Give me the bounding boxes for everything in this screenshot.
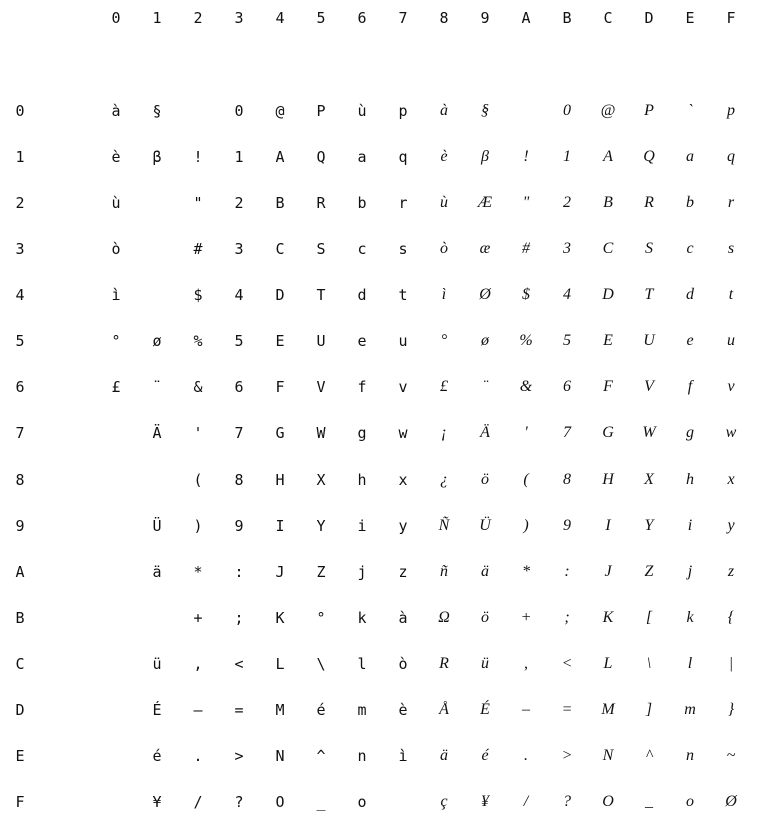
glyph-cell: E bbox=[603, 332, 613, 350]
glyph-cell: Å bbox=[439, 700, 449, 718]
glyph-cell: ò bbox=[398, 654, 408, 673]
glyph-cell: " bbox=[522, 194, 530, 212]
glyph-cell: : bbox=[234, 562, 244, 581]
column-header-8: 8 bbox=[439, 9, 449, 27]
glyph-cell: h bbox=[357, 470, 367, 489]
glyph-cell: ( bbox=[193, 470, 203, 489]
glyph-cell: É bbox=[152, 700, 162, 719]
glyph-cell: s bbox=[398, 240, 408, 259]
glyph-cell: ì bbox=[398, 746, 408, 765]
glyph-cell: z bbox=[398, 562, 408, 581]
glyph-cell: i bbox=[687, 516, 693, 534]
glyph-cell: § bbox=[152, 102, 162, 120]
glyph-cell: | bbox=[728, 654, 734, 672]
glyph-cell: % bbox=[519, 332, 533, 350]
glyph-cell: è bbox=[398, 700, 408, 719]
glyph-cell: p bbox=[398, 102, 408, 120]
glyph-cell: u bbox=[727, 332, 735, 350]
glyph-cell: o bbox=[686, 793, 694, 811]
glyph-cell: ' bbox=[524, 424, 528, 442]
glyph-cell: ; bbox=[564, 608, 570, 626]
glyph-cell: Ø bbox=[725, 793, 737, 811]
row-header-d: D bbox=[15, 700, 25, 719]
glyph-cell: à bbox=[111, 102, 121, 120]
glyph-cell: X bbox=[644, 470, 654, 488]
glyph-cell: L bbox=[275, 654, 285, 673]
column-header-2: 2 bbox=[193, 9, 203, 27]
row-header-0: 0 bbox=[15, 102, 25, 120]
glyph-cell: £ bbox=[440, 378, 448, 396]
glyph-cell: Z bbox=[644, 562, 654, 580]
glyph-cell: < bbox=[234, 654, 244, 673]
glyph-cell: c bbox=[686, 240, 694, 258]
glyph-cell: v bbox=[398, 378, 408, 397]
column-header-4: 4 bbox=[275, 9, 285, 27]
glyph-cell: ¨ bbox=[482, 378, 488, 396]
glyph-cell: J bbox=[604, 562, 612, 580]
glyph-cell: o bbox=[357, 793, 367, 812]
glyph-cell: V bbox=[644, 378, 654, 396]
glyph-cell: + bbox=[193, 608, 203, 627]
glyph-cell: i bbox=[357, 516, 367, 535]
glyph-cell: ? bbox=[234, 793, 244, 812]
glyph-cell: u bbox=[398, 332, 408, 351]
glyph-cell: q bbox=[727, 148, 735, 166]
glyph-cell: ä bbox=[152, 562, 162, 581]
glyph-cell: ù bbox=[440, 194, 448, 212]
glyph-cell: 7 bbox=[234, 424, 244, 443]
column-header-6: 6 bbox=[357, 9, 367, 27]
glyph-cell: ¿ bbox=[440, 470, 448, 488]
glyph-cell: 2 bbox=[234, 194, 244, 213]
glyph-cell: ! bbox=[193, 148, 203, 167]
glyph-cell: J bbox=[275, 562, 285, 581]
column-header-c: C bbox=[603, 9, 613, 27]
glyph-cell: é bbox=[152, 746, 162, 765]
glyph-cell: à bbox=[440, 102, 448, 119]
glyph-cell: R bbox=[316, 194, 326, 213]
row-header-6: 6 bbox=[15, 378, 25, 397]
glyph-cell: = bbox=[561, 700, 573, 718]
glyph-cell: " bbox=[193, 194, 203, 213]
glyph-cell: F bbox=[603, 378, 613, 396]
glyph-cell: t bbox=[398, 286, 408, 305]
glyph-cell: 8 bbox=[563, 470, 571, 488]
glyph-cell: § bbox=[481, 102, 489, 119]
glyph-cell: ì bbox=[441, 286, 447, 304]
glyph-cell: ø bbox=[152, 332, 162, 351]
glyph-cell: ì bbox=[111, 286, 121, 305]
column-header-0: 0 bbox=[111, 9, 121, 27]
glyph-cell: é bbox=[316, 700, 326, 719]
glyph-cell: Ø bbox=[479, 286, 491, 304]
row-header-3: 3 bbox=[15, 240, 25, 259]
glyph-cell: / bbox=[523, 793, 529, 811]
glyph-cell: * bbox=[193, 562, 203, 581]
glyph-cell: a bbox=[357, 148, 367, 167]
glyph-cell: E bbox=[275, 332, 285, 351]
glyph-cell: G bbox=[275, 424, 285, 443]
glyph-cell: G bbox=[602, 424, 614, 442]
row-header-f: F bbox=[15, 793, 25, 812]
glyph-cell: 3 bbox=[234, 240, 244, 259]
glyph-cell: c bbox=[357, 240, 367, 259]
glyph-cell: % bbox=[193, 332, 203, 351]
glyph-cell: n bbox=[357, 746, 367, 765]
glyph-cell: ^ bbox=[316, 746, 326, 765]
glyph-cell: _ bbox=[645, 793, 653, 811]
row-header-1: 1 bbox=[15, 148, 25, 167]
glyph-cell: é bbox=[481, 746, 489, 764]
glyph-cell: ] bbox=[645, 700, 653, 718]
glyph-cell: W bbox=[316, 424, 326, 443]
glyph-cell: N bbox=[275, 746, 285, 765]
column-header-7: 7 bbox=[398, 9, 408, 27]
glyph-cell: * bbox=[522, 562, 530, 580]
glyph-cell: Y bbox=[316, 516, 326, 535]
glyph-cell: 1 bbox=[563, 148, 571, 166]
glyph-cell: 2 bbox=[563, 194, 571, 212]
glyph-cell: ) bbox=[523, 516, 529, 534]
glyph-cell: x bbox=[398, 470, 408, 489]
glyph-cell: – bbox=[522, 700, 530, 718]
glyph-cell: 6 bbox=[563, 378, 571, 396]
glyph-cell: ; bbox=[234, 608, 244, 627]
glyph-cell: q bbox=[398, 148, 408, 167]
glyph-cell: h bbox=[686, 470, 694, 488]
column-header-9: 9 bbox=[480, 9, 490, 27]
glyph-cell: v bbox=[727, 378, 735, 396]
glyph-cell: r bbox=[398, 194, 408, 213]
glyph-cell: 8 bbox=[234, 470, 244, 489]
glyph-cell: 1 bbox=[234, 148, 244, 167]
glyph-cell: y bbox=[727, 516, 735, 534]
column-header-b: B bbox=[562, 9, 572, 27]
glyph-cell: m bbox=[357, 700, 367, 719]
glyph-cell: £ bbox=[111, 378, 121, 397]
glyph-cell: ° bbox=[440, 332, 448, 350]
glyph-cell: $ bbox=[193, 286, 203, 305]
glyph-cell: Q bbox=[643, 148, 655, 166]
glyph-cell: a bbox=[686, 148, 694, 166]
glyph-cell: $ bbox=[522, 286, 530, 304]
glyph-cell: . bbox=[524, 746, 528, 764]
glyph-cell: ( bbox=[523, 470, 529, 488]
glyph-cell: { bbox=[727, 608, 735, 626]
column-header-5: 5 bbox=[316, 9, 326, 27]
glyph-cell: K bbox=[602, 608, 614, 626]
row-header-7: 7 bbox=[15, 424, 25, 443]
glyph-cell: n bbox=[686, 746, 694, 764]
glyph-cell: _ bbox=[316, 793, 326, 812]
glyph-cell: w bbox=[725, 424, 737, 442]
glyph-cell: N bbox=[602, 746, 614, 764]
glyph-cell: k bbox=[357, 608, 367, 627]
glyph-cell: P bbox=[316, 102, 326, 120]
glyph-cell: k bbox=[686, 608, 694, 626]
glyph-cell: ' bbox=[193, 424, 203, 443]
glyph-cell: \ bbox=[646, 654, 652, 672]
glyph-cell: 4 bbox=[234, 286, 244, 305]
glyph-cell: 5 bbox=[563, 332, 571, 350]
glyph-cell: ) bbox=[193, 516, 203, 535]
glyph-cell: ~ bbox=[726, 746, 736, 764]
glyph-cell: R bbox=[439, 654, 449, 672]
glyph-cell: Ü bbox=[479, 516, 491, 534]
glyph-cell: , bbox=[193, 654, 203, 673]
column-header-a: A bbox=[521, 9, 531, 27]
glyph-cell: m bbox=[684, 700, 696, 718]
glyph-cell: r bbox=[727, 194, 735, 212]
glyph-cell: 5 bbox=[234, 332, 244, 351]
glyph-cell: X bbox=[316, 470, 326, 489]
glyph-cell: < bbox=[561, 654, 573, 672]
glyph-cell: + bbox=[520, 608, 532, 626]
glyph-cell: T bbox=[644, 286, 654, 304]
glyph-cell: A bbox=[275, 148, 285, 167]
glyph-cell: ñ bbox=[440, 562, 448, 580]
glyph-cell: w bbox=[398, 424, 408, 443]
glyph-cell: / bbox=[193, 793, 203, 812]
row-header-4: 4 bbox=[15, 286, 25, 305]
glyph-cell: è bbox=[440, 148, 448, 166]
glyph-cell: T bbox=[316, 286, 326, 305]
glyph-cell: ` bbox=[687, 102, 693, 119]
glyph-cell: & bbox=[519, 378, 533, 396]
glyph-cell: ¨ bbox=[152, 378, 162, 397]
glyph-cell: – bbox=[193, 700, 203, 719]
glyph-cell: I bbox=[605, 516, 611, 534]
glyph-cell: s bbox=[727, 240, 735, 258]
glyph-cell: Ä bbox=[480, 424, 490, 442]
glyph-cell: Ä bbox=[152, 424, 162, 443]
glyph-cell: ^ bbox=[645, 746, 653, 764]
glyph-cell: ø bbox=[481, 332, 489, 350]
glyph-cell: ü bbox=[481, 654, 489, 672]
glyph-cell: S bbox=[316, 240, 326, 259]
glyph-cell: \ bbox=[316, 654, 326, 673]
glyph-cell: 4 bbox=[563, 286, 571, 304]
row-header-5: 5 bbox=[15, 332, 25, 351]
glyph-cell: R bbox=[644, 194, 654, 212]
glyph-cell: ù bbox=[111, 194, 121, 213]
glyph-cell: Z bbox=[316, 562, 326, 581]
row-header-e: E bbox=[15, 746, 25, 765]
glyph-cell: æ bbox=[479, 240, 491, 258]
glyph-cell: 0 bbox=[563, 102, 571, 119]
glyph-cell: ä bbox=[481, 562, 489, 580]
glyph-cell: # bbox=[522, 240, 530, 258]
glyph-cell: ° bbox=[111, 332, 121, 351]
glyph-cell: # bbox=[193, 240, 203, 259]
glyph-cell: 9 bbox=[563, 516, 571, 534]
glyph-cell: p bbox=[727, 102, 735, 119]
glyph-cell: j bbox=[357, 562, 367, 581]
row-header-9: 9 bbox=[15, 516, 25, 535]
glyph-cell: ¡ bbox=[440, 424, 448, 442]
glyph-cell: ° bbox=[316, 608, 326, 627]
glyph-cell: Ñ bbox=[438, 516, 450, 534]
glyph-cell: A bbox=[603, 148, 613, 166]
glyph-cell: d bbox=[686, 286, 694, 304]
row-header-c: C bbox=[15, 654, 25, 673]
glyph-cell: e bbox=[686, 332, 694, 350]
glyph-cell: è bbox=[111, 148, 121, 167]
glyph-cell: l bbox=[357, 654, 367, 673]
glyph-cell: ù bbox=[357, 102, 367, 120]
glyph-cell: É bbox=[480, 700, 490, 718]
column-header-3: 3 bbox=[234, 9, 244, 27]
glyph-cell: S bbox=[645, 240, 653, 258]
glyph-cell: & bbox=[193, 378, 203, 397]
glyph-cell: Q bbox=[316, 148, 326, 167]
glyph-cell: g bbox=[357, 424, 367, 443]
glyph-cell: l bbox=[687, 654, 693, 672]
glyph-cell: P bbox=[644, 102, 654, 119]
glyph-cell: t bbox=[728, 286, 734, 304]
glyph-cell: B bbox=[603, 194, 613, 212]
glyph-cell: H bbox=[275, 470, 285, 489]
glyph-cell: C bbox=[275, 240, 285, 259]
glyph-cell: Ω bbox=[438, 608, 450, 626]
glyph-cell: ò bbox=[440, 240, 448, 258]
glyph-cell: O bbox=[602, 793, 614, 811]
glyph-cell: @ bbox=[600, 102, 616, 119]
glyph-cell: , bbox=[524, 654, 528, 672]
column-header-d: D bbox=[644, 9, 654, 27]
glyph-cell: @ bbox=[275, 102, 285, 120]
glyph-cell: } bbox=[727, 700, 735, 718]
glyph-cell: j bbox=[687, 562, 693, 580]
glyph-cell: D bbox=[275, 286, 285, 305]
glyph-cell: 0 bbox=[234, 102, 244, 120]
glyph-cell: K bbox=[275, 608, 285, 627]
glyph-cell: F bbox=[275, 378, 285, 397]
glyph-cell: ¥ bbox=[152, 793, 162, 812]
glyph-cell: ¥ bbox=[481, 793, 489, 811]
row-header-a: A bbox=[15, 562, 25, 581]
glyph-cell: 3 bbox=[563, 240, 571, 258]
glyph-cell: 9 bbox=[234, 516, 244, 535]
glyph-cell: e bbox=[357, 332, 367, 351]
glyph-cell: f bbox=[357, 378, 367, 397]
glyph-cell: [ bbox=[645, 608, 653, 626]
glyph-cell: ö bbox=[481, 470, 489, 488]
glyph-cell: x bbox=[727, 470, 735, 488]
glyph-cell: V bbox=[316, 378, 326, 397]
glyph-cell: ! bbox=[523, 148, 529, 166]
glyph-cell: β bbox=[152, 148, 162, 167]
glyph-cell: = bbox=[234, 700, 244, 719]
glyph-cell: B bbox=[275, 194, 285, 213]
glyph-cell: ç bbox=[440, 793, 448, 811]
glyph-cell: f bbox=[687, 378, 693, 396]
row-header-8: 8 bbox=[15, 470, 25, 489]
glyph-cell: W bbox=[642, 424, 656, 442]
glyph-cell: 6 bbox=[234, 378, 244, 397]
glyph-cell: ü bbox=[152, 654, 162, 673]
glyph-cell: L bbox=[603, 654, 613, 672]
glyph-cell: d bbox=[357, 286, 367, 305]
glyph-cell: ä bbox=[440, 746, 448, 764]
glyph-cell: C bbox=[602, 240, 614, 258]
glyph-cell: Ü bbox=[152, 516, 162, 535]
glyph-cell: M bbox=[601, 700, 615, 718]
glyph-cell: Y bbox=[644, 516, 654, 534]
glyph-cell: > bbox=[561, 746, 573, 764]
glyph-cell: g bbox=[686, 424, 694, 442]
row-header-b: B bbox=[15, 608, 25, 627]
glyph-cell: 7 bbox=[563, 424, 571, 442]
glyph-cell: D bbox=[602, 286, 614, 304]
glyph-cell: Æ bbox=[477, 194, 493, 212]
column-header-e: E bbox=[685, 9, 695, 27]
glyph-cell: I bbox=[275, 516, 285, 535]
column-header-1: 1 bbox=[152, 9, 162, 27]
glyph-cell: . bbox=[193, 746, 203, 765]
glyph-cell: z bbox=[727, 562, 735, 580]
glyph-cell: O bbox=[275, 793, 285, 812]
glyph-cell: b bbox=[357, 194, 367, 213]
glyph-cell: y bbox=[398, 516, 408, 535]
glyph-cell: M bbox=[275, 700, 285, 719]
glyph-cell: à bbox=[398, 608, 408, 627]
glyph-cell: ö bbox=[481, 608, 489, 626]
glyph-cell: > bbox=[234, 746, 244, 765]
glyph-cell: U bbox=[316, 332, 326, 351]
glyph-cell: ò bbox=[111, 240, 121, 259]
row-header-2: 2 bbox=[15, 194, 25, 213]
glyph-cell: ? bbox=[563, 793, 571, 811]
glyph-cell: b bbox=[686, 194, 694, 212]
glyph-cell: U bbox=[643, 332, 655, 350]
column-header-f: F bbox=[726, 9, 736, 27]
glyph-cell: : bbox=[564, 562, 570, 580]
glyph-cell: β bbox=[481, 148, 489, 166]
glyph-cell: H bbox=[602, 470, 614, 488]
